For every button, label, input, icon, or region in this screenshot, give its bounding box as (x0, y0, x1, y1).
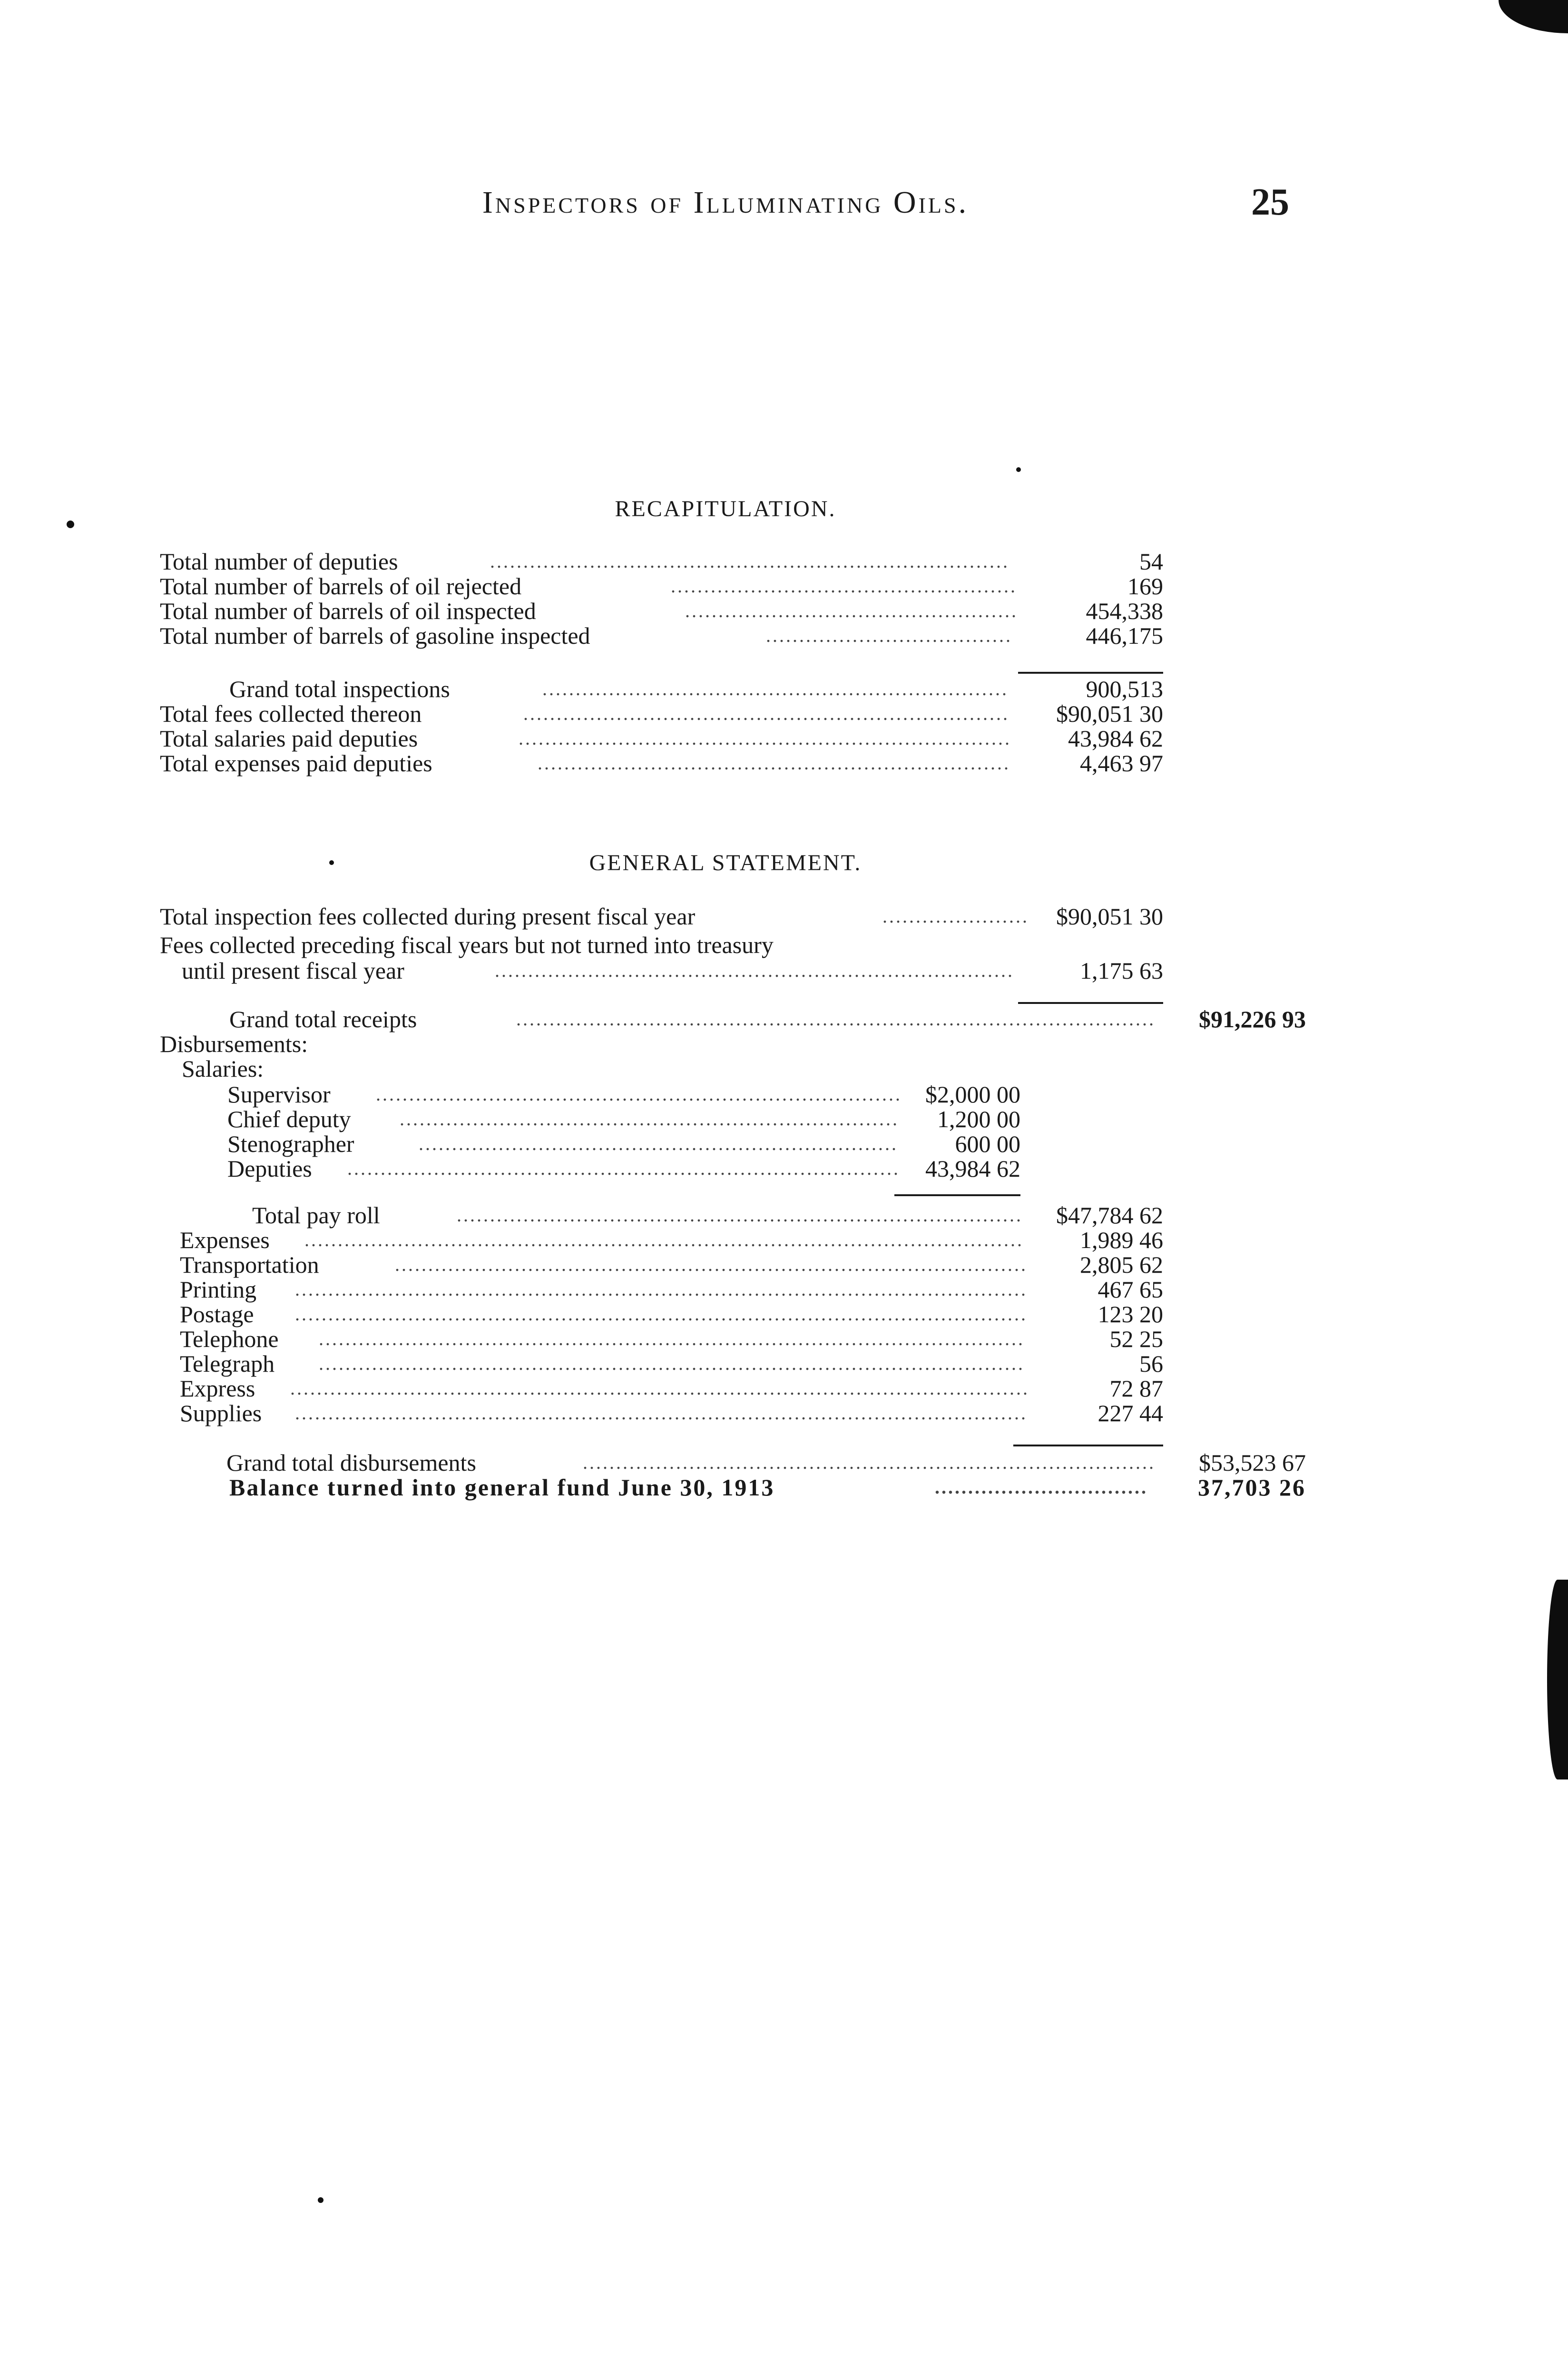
expense-label: Printing (180, 1276, 257, 1303)
expense-value: 56 (1139, 1350, 1163, 1377)
balance-value: 37,703 26 (1198, 1474, 1306, 1501)
salary-value: 43,984 62 (925, 1155, 1020, 1182)
leader-dots: ....................................................................... (538, 752, 1010, 774)
expense-value: 52 25 (1109, 1326, 1163, 1352)
salary-label: Stenographer (227, 1131, 354, 1157)
recap-value: 900,513 (1086, 676, 1163, 702)
expense-label: Telegraph (180, 1350, 275, 1377)
leader-dots: .......................................................................................................... (319, 1353, 1025, 1374)
ink-speck (329, 860, 334, 865)
leader-dots: ................................................................................... (347, 1158, 900, 1179)
leader-dots: .............................................................................. (490, 551, 1009, 572)
total-pay-roll-label: Total pay roll (252, 1202, 380, 1229)
leader-dots: ......................................................................... (523, 703, 1009, 724)
ink-speck (67, 521, 74, 528)
receipt-label: Total inspection fees collected during present fiscal year (160, 903, 696, 930)
total-rule (1013, 1445, 1163, 1446)
leader-dots: ...................................................................................... (583, 1452, 1156, 1473)
expense-label: Express (180, 1375, 255, 1402)
leader-dots: .......................................................................... (519, 727, 1011, 749)
leader-dots: .................................................. (685, 600, 1018, 621)
scan-edge-shadow (1547, 1580, 1568, 1779)
recap-label: Total fees collected thereon (160, 700, 422, 727)
disbursements-label: Disbursements: (160, 1031, 308, 1057)
expense-value: 467 65 (1098, 1276, 1163, 1303)
recap-value: 43,984 62 (1068, 725, 1163, 752)
recapitulation-title: RECAPITULATION. (615, 496, 836, 521)
leader-dots: ............................................................................... (376, 1083, 902, 1105)
salary-value: 600 00 (955, 1131, 1020, 1157)
recap-label: Grand total inspections (229, 676, 450, 702)
leader-dots: .......................................................................................................... (319, 1328, 1025, 1349)
expense-label: Postage (180, 1301, 254, 1327)
leader-dots: .............................................................................................................. (295, 1278, 1028, 1300)
salary-label: Deputies (227, 1155, 312, 1182)
expense-label: Transportation (180, 1251, 319, 1278)
expense-label: Supplies (180, 1400, 262, 1426)
grand-total-disbursements-label: Grand total disbursements (226, 1449, 476, 1476)
leader-dots: ............................................................................................................ (304, 1229, 1024, 1250)
leader-dots: ............................................................................................................... (290, 1377, 1029, 1399)
recap-label: Total number of deputies (160, 548, 398, 575)
expense-label: Expenses (180, 1227, 270, 1253)
recap-value: 4,463 97 (1080, 750, 1163, 777)
leader-dots: ........................................................................ (419, 1133, 898, 1154)
expense-label: Telephone (180, 1326, 279, 1352)
leader-dots: .............................................................................. (495, 960, 1014, 981)
salary-value: 1,200 00 (937, 1106, 1020, 1132)
recap-label: Total number of barrels of oil rejected (160, 573, 522, 600)
leader-dots: ........................................................................... (400, 1108, 899, 1130)
recap-label: Total number of barrels of oil inspected (160, 598, 536, 624)
salary-label: Supervisor (227, 1081, 331, 1108)
leader-dots: ...................................................................... (542, 678, 1009, 699)
leader-dots: .............................................................................................................. (295, 1303, 1028, 1325)
expense-value: 227 44 (1098, 1400, 1163, 1426)
leader-dots: ................................ (935, 1476, 1148, 1498)
scan-edge-shadow (1499, 0, 1568, 33)
expense-value: 1,989 46 (1080, 1227, 1163, 1253)
running-head: Inspectors of Illuminating Oils. (482, 185, 969, 220)
grand-total-receipts-value: $91,226 93 (1199, 1006, 1306, 1032)
recap-label: Total expenses paid deputies (160, 750, 432, 777)
recap-label: Total number of barrels of gasoline inspected (160, 622, 590, 649)
recap-value: $90,051 30 (1056, 700, 1163, 727)
total-pay-roll-value: $47,784 62 (1056, 1202, 1163, 1229)
expense-value: 72 87 (1109, 1375, 1163, 1402)
salary-label: Chief deputy (227, 1106, 351, 1132)
leader-dots: ............................................................................................... (395, 1254, 1028, 1275)
balance-label: Balance turned into general fund June 30, 1913 (229, 1474, 775, 1501)
grand-total-receipts-label: Grand total receipts (229, 1006, 417, 1032)
recap-value: 54 (1139, 548, 1163, 575)
leader-dots: .................................................... (671, 575, 1017, 597)
receipt-label: until present fiscal year (182, 957, 404, 984)
total-rule (1018, 672, 1163, 674)
recap-value: 454,338 (1086, 598, 1163, 624)
recap-label: Total salaries paid deputies (160, 725, 418, 752)
page-number: 25 (1251, 181, 1289, 223)
receipt-value: 1,175 63 (1080, 957, 1163, 984)
ink-speck (318, 2197, 323, 2203)
receipt-label: Fees collected preceding fiscal years but not turned into treasury (160, 932, 774, 958)
salaries-label: Salaries: (182, 1055, 264, 1082)
expense-value: 123 20 (1098, 1301, 1163, 1327)
salary-value: $2,000 00 (925, 1081, 1020, 1108)
receipt-value: $90,051 30 (1056, 903, 1163, 930)
leader-dots: ................................................................................................ (516, 1008, 1156, 1030)
grand-total-disbursements-value: $53,523 67 (1199, 1449, 1306, 1476)
total-rule (1018, 1002, 1163, 1004)
recap-value: 446,175 (1086, 622, 1163, 649)
subtotal-rule (894, 1194, 1020, 1196)
expense-value: 2,805 62 (1080, 1251, 1163, 1278)
recap-value: 169 (1127, 573, 1163, 600)
leader-dots: ..................................................................................... (457, 1204, 1023, 1226)
general-statement-title: GENERAL STATEMENT. (589, 850, 862, 875)
leader-dots: ..................................... (766, 625, 1012, 646)
leader-dots: .............................................................................................................. (295, 1402, 1028, 1424)
leader-dots: ...................... (882, 905, 1029, 927)
ink-speck (1016, 467, 1021, 472)
